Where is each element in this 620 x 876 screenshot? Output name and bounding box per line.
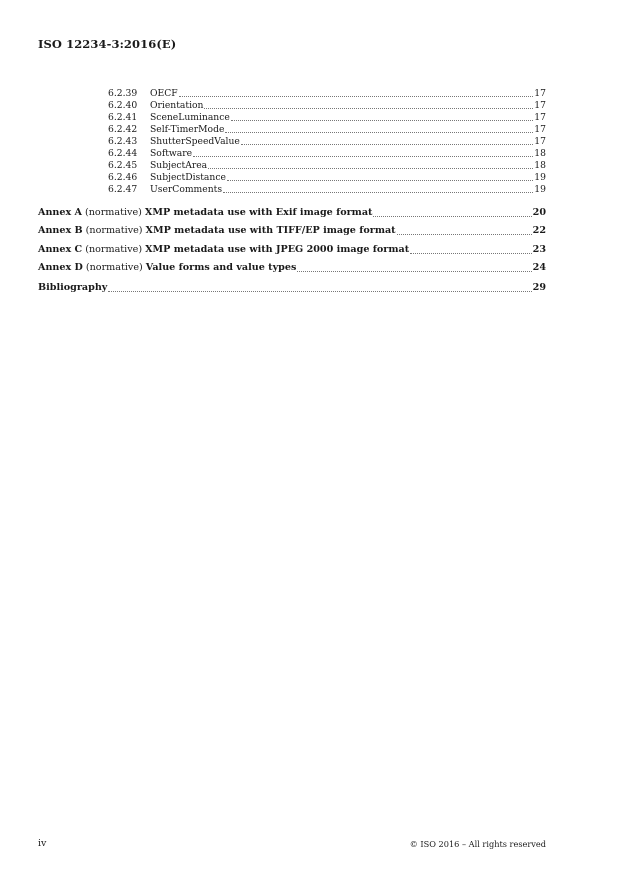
dot-leader: [179, 96, 534, 97]
toc-entry[interactable]: [108, 100, 546, 111]
dot-leader: [223, 192, 533, 193]
toc-entry[interactable]: [108, 184, 546, 195]
toc-entry-page: 17: [534, 124, 546, 135]
dot-leader: [241, 144, 533, 145]
document-identifier: ISO 12234-3:2016(E): [38, 37, 177, 51]
toc-entry-page: 17: [534, 100, 546, 111]
annex-kind: (normative): [85, 207, 142, 218]
dot-leader: [231, 120, 534, 121]
toc-entry-title: UserComments: [150, 184, 223, 195]
toc-entry-number: 6.2.47: [108, 184, 138, 195]
toc-entry-number: 6.2.45: [108, 160, 138, 171]
copyright-notice: © ISO 2016 – All rights reserved: [409, 839, 546, 849]
annex-label: Annex B: [38, 225, 83, 236]
dot-leader: [373, 216, 531, 217]
toc-entry-page: 17: [534, 112, 546, 123]
toc-entry[interactable]: [108, 172, 546, 183]
toc-entry-number: 6.2.39: [108, 88, 138, 99]
toc-annex-entry[interactable]: [38, 206, 546, 219]
bibliography-page: 29: [532, 282, 546, 293]
page-number: iv: [38, 838, 47, 849]
toc-entry-page: 19: [534, 184, 546, 195]
toc-entry-number: 6.2.42: [108, 124, 138, 135]
toc-entry-title: ShutterSpeedValue: [150, 136, 240, 147]
toc-entry[interactable]: [108, 88, 546, 99]
toc-entry-title: Self-TimerMode: [150, 124, 225, 135]
annex-kind: (normative): [85, 225, 143, 236]
dot-leader: [227, 180, 533, 181]
toc-entry[interactable]: [108, 148, 546, 159]
dot-leader: [297, 271, 531, 272]
toc-entry-number: 6.2.40: [108, 100, 138, 111]
annex-title: Value forms and value types: [145, 262, 297, 273]
toc-annex-entry[interactable]: [38, 261, 546, 274]
toc-entry-title: SubjectDistance: [150, 172, 226, 183]
toc-entry-number: 6.2.43: [108, 136, 138, 147]
toc-entry[interactable]: [108, 136, 546, 147]
toc-entry[interactable]: [108, 124, 546, 135]
annex-kind: (normative): [85, 244, 143, 255]
annex-page: 24: [532, 262, 546, 273]
annex-label: Annex C: [38, 244, 83, 255]
toc-entry[interactable]: [108, 160, 546, 171]
toc-entry-number: 6.2.44: [108, 148, 138, 159]
annex-title: XMP metadata use with TIFF/EP image format: [145, 225, 396, 236]
dot-leader: [225, 132, 533, 133]
annex-kind: (normative): [85, 262, 143, 273]
toc-annex-entry[interactable]: [38, 224, 546, 237]
dot-leader: [108, 291, 531, 292]
dot-leader: [204, 108, 533, 109]
toc-entry-page: 17: [534, 136, 546, 147]
toc-entry-title: Software: [150, 148, 193, 159]
bibliography-title: Bibliography: [38, 282, 108, 293]
annex-title: XMP metadata use with JPEG 2000 image format: [145, 244, 410, 255]
annex-page: 22: [532, 225, 546, 236]
toc-entry-number: 6.2.46: [108, 172, 138, 183]
dot-leader: [193, 156, 533, 157]
toc-entry-page: 19: [534, 172, 546, 183]
annex-page: 23: [532, 244, 546, 255]
toc-entry-page: 18: [534, 160, 546, 171]
toc-annex-entry[interactable]: [38, 243, 546, 256]
annex-page: 20: [532, 207, 546, 218]
toc-entry-page: 18: [534, 148, 546, 159]
toc-bibliography-entry[interactable]: [38, 281, 546, 294]
toc-entry-title: SceneLuminance: [150, 112, 230, 123]
toc-entry-title: OECF: [150, 88, 178, 99]
toc-entry-page: 17: [534, 88, 546, 99]
toc-entry[interactable]: [108, 112, 546, 123]
annex-label: Annex D: [38, 262, 83, 273]
annex-title: XMP metadata use with Exif image format: [144, 207, 373, 218]
dot-leader: [208, 168, 533, 169]
annex-label: Annex A: [38, 207, 83, 218]
toc-entry-title: SubjectArea: [150, 160, 208, 171]
dot-leader: [410, 253, 531, 254]
toc-entry-number: 6.2.41: [108, 112, 138, 123]
toc-entry-title: Orientation: [150, 100, 204, 111]
dot-leader: [397, 234, 532, 235]
